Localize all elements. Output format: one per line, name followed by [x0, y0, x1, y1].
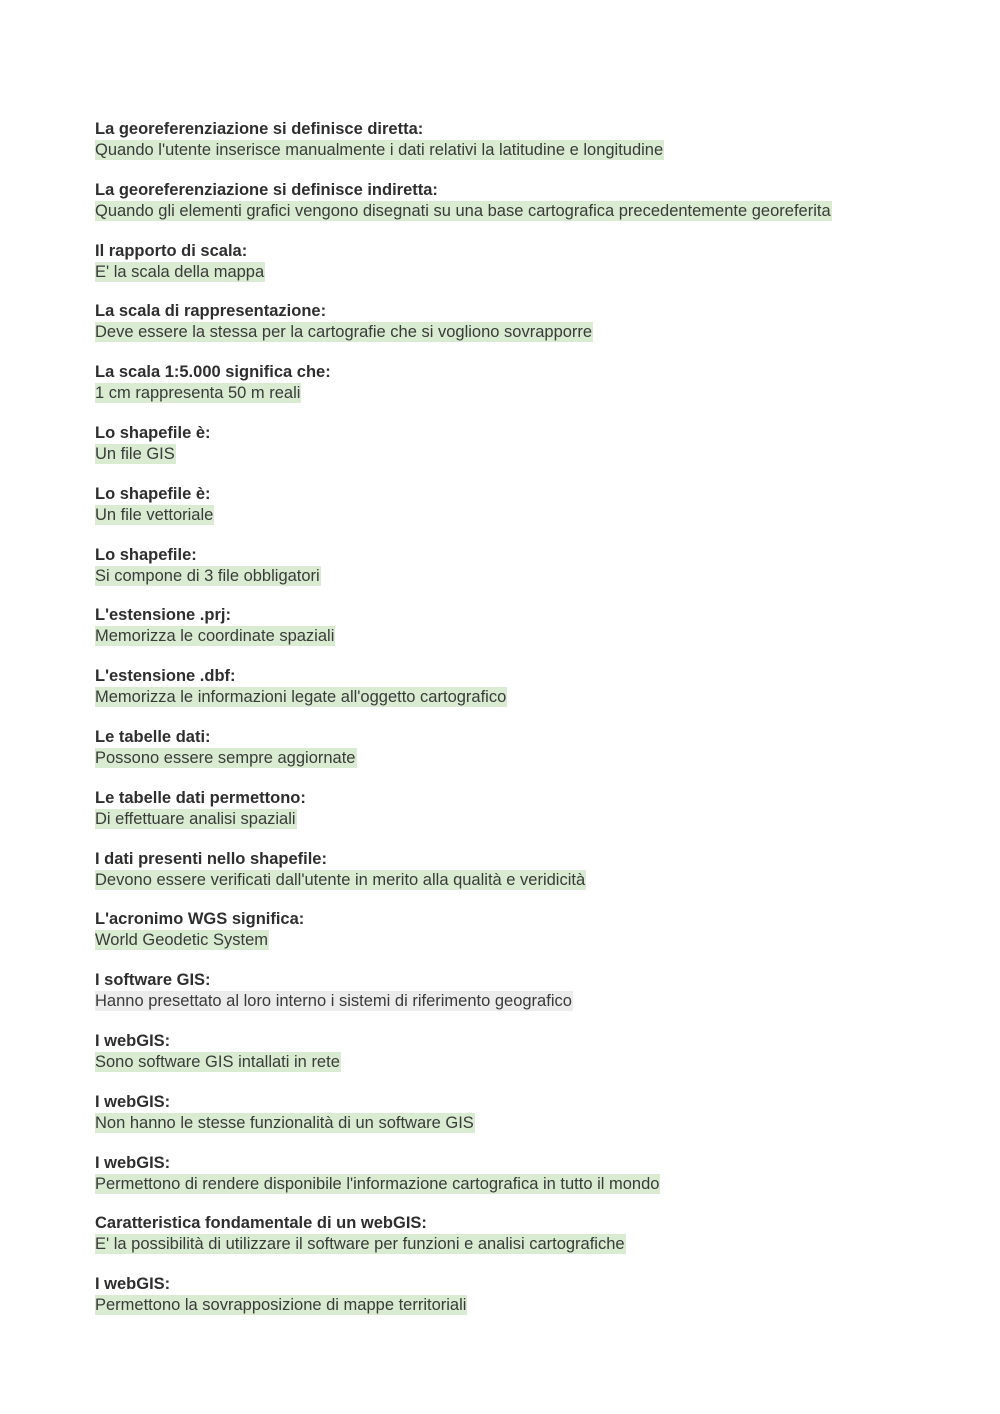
answer: Deve essere la stessa per la cartografie che si vogliono sovrapporre	[95, 323, 593, 342]
question: Lo shapefile è:	[95, 423, 211, 442]
qa-item-12	[95, 788, 955, 849]
question: Lo shapefile:	[95, 545, 197, 564]
question: La scala di rappresentazione:	[95, 302, 327, 321]
qa-item-5	[95, 362, 955, 423]
question: I webGIS:	[95, 1153, 171, 1172]
question: L'estensione .prj:	[95, 606, 231, 625]
qa-item-10	[95, 666, 955, 727]
question: Caratteristica fondamentale di un webGIS:	[95, 1214, 427, 1233]
answer: Possono essere sempre aggiornate	[95, 748, 356, 767]
answer: Un file GIS	[95, 444, 175, 463]
qa-item-20	[95, 1274, 955, 1335]
answer: E' la possibilità di utilizzare il software per funzioni e analisi cartografiche	[95, 1235, 625, 1254]
question: La georeferenziazione si definisce diretta:	[95, 120, 424, 138]
answer: World Geodetic System	[95, 931, 269, 950]
answer: Un file vettoriale	[95, 505, 214, 524]
answer: Permettono di rendere disponibile l'informazione cartografica in tutto il mondo	[95, 1174, 660, 1193]
qa-item-19	[95, 1213, 955, 1274]
qa-item-18	[95, 1153, 955, 1214]
question: Le tabelle dati permettono:	[95, 788, 306, 807]
answer: Di effettuare analisi spaziali	[95, 809, 296, 828]
qa-item-8	[95, 545, 955, 606]
question: I software GIS:	[95, 971, 211, 990]
question: Le tabelle dati:	[95, 727, 211, 746]
question: I webGIS:	[95, 1275, 171, 1294]
answer: Memorizza le informazioni legate all'oggetto cartografico	[95, 688, 507, 707]
answer: Quando l'utente inserisce manualmente i dati relativi la latitudine e longitudine	[95, 141, 664, 159]
question: Il rapporto di scala:	[95, 241, 248, 260]
qa-item-11	[95, 727, 955, 788]
answer: E' la scala della mappa	[95, 262, 265, 281]
document-page	[95, 119, 955, 1335]
question: I dati presenti nello shapefile:	[95, 849, 327, 868]
qa-item-7	[95, 484, 955, 545]
question: La georeferenziazione si definisce indiretta:	[95, 180, 438, 199]
qa-item-4	[95, 301, 955, 362]
answer: Quando gli elementi grafici vengono disegnati su una base cartografica precedentemente georeferita	[95, 201, 831, 220]
qa-item-1	[95, 119, 955, 180]
answer: Hanno presettato al loro interno i sistemi di riferimento geografico	[95, 992, 572, 1011]
answer: Devono essere verificati dall'utente in merito alla qualità e veridicità	[95, 870, 586, 889]
question: La scala 1:5.000 significa che:	[95, 363, 331, 382]
question: I webGIS:	[95, 1092, 171, 1111]
answer: Permettono la sovrapposizione di mappe territoriali	[95, 1296, 467, 1315]
answer: Non hanno le stesse funzionalità di un software GIS	[95, 1113, 474, 1132]
qa-item-2	[95, 180, 955, 241]
question: L'acronimo WGS significa:	[95, 910, 305, 929]
question: L'estensione .dbf:	[95, 667, 236, 686]
qa-item-17	[95, 1092, 955, 1153]
qa-item-9	[95, 605, 955, 666]
qa-item-13	[95, 849, 955, 910]
qa-item-6	[95, 423, 955, 484]
question: Lo shapefile è:	[95, 484, 211, 503]
answer: Memorizza le coordinate spaziali	[95, 627, 335, 646]
question: I webGIS:	[95, 1031, 171, 1050]
qa-item-14	[95, 909, 955, 970]
answer: Sono software GIS intallati in rete	[95, 1052, 340, 1071]
answer: Si compone di 3 file obbligatori	[95, 566, 320, 585]
qa-item-3	[95, 241, 955, 302]
answer: 1 cm rappresenta 50 m reali	[95, 384, 301, 403]
qa-item-15	[95, 970, 955, 1031]
qa-item-16	[95, 1031, 955, 1092]
